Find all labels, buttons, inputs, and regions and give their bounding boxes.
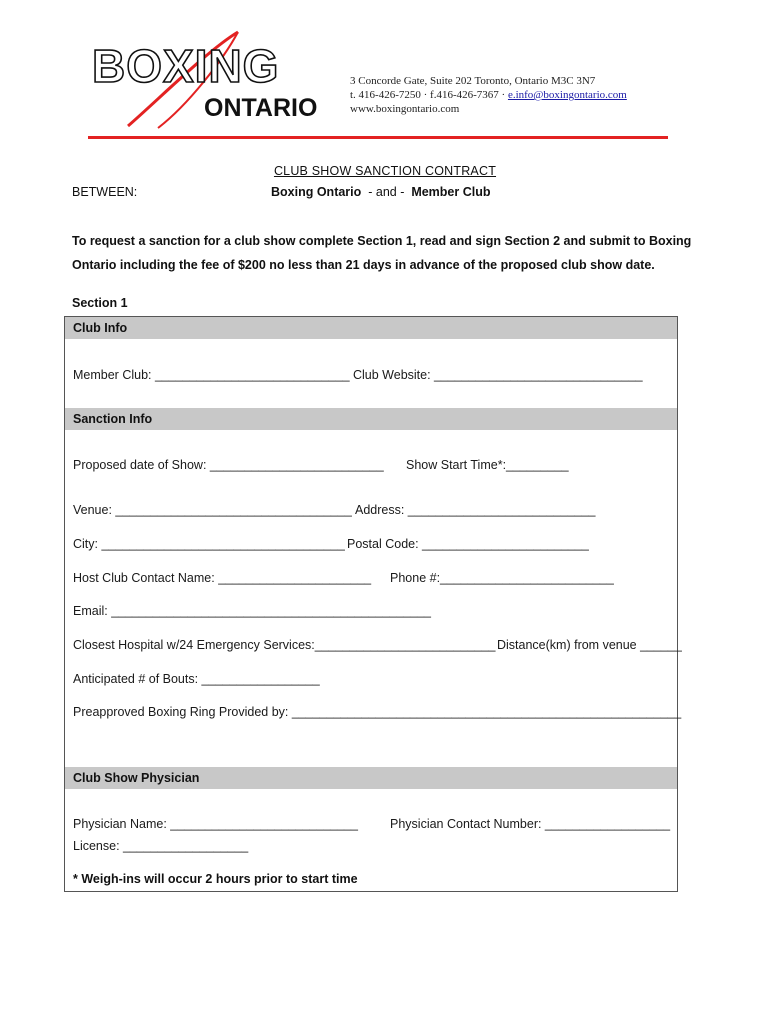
phone-field[interactable]: Phone #:_________________________ [390, 571, 614, 585]
host-contact-field[interactable]: Host Club Contact Name: ______________________ [73, 571, 372, 585]
party-separator: - and - [361, 185, 412, 199]
proposed-date-field[interactable]: Proposed date of Show: _________________________ [73, 458, 384, 472]
boxing-ontario-logo [88, 30, 328, 130]
member-club-field[interactable]: Member Club: ____________________________ [73, 368, 350, 382]
postal-code-field[interactable]: Postal Code: ________________________ [347, 537, 589, 551]
city-field[interactable]: City: ___________________________________ [73, 537, 345, 551]
phone-fax: t. 416-426-7250 · f.416-426-7367 · [350, 89, 508, 101]
venue-field[interactable]: Venue: __________________________________ [73, 503, 352, 517]
sanction-info-heading: Sanction Info [73, 412, 153, 426]
contact-line [350, 88, 627, 102]
physician-contact-field[interactable]: Physician Contact Number: __________________ [390, 817, 671, 831]
sanction-info-band [65, 408, 677, 430]
hospital-field[interactable]: Closest Hospital w/24 Emergency Services:__________________________ [73, 638, 496, 652]
weigh-in-note: * Weigh-ins will occur 2 hours prior to start time [73, 872, 358, 886]
email-field[interactable]: Email: ______________________________________________ [73, 604, 431, 618]
header-divider [88, 136, 668, 139]
address-block [350, 74, 627, 116]
party-1: Boxing Ontario [271, 185, 362, 199]
physician-band [65, 767, 677, 789]
physician-name-field[interactable]: Physician Name: ___________________________ [73, 817, 358, 831]
logo-word-top: BOXING [92, 40, 280, 92]
section-1-label: Section 1 [72, 296, 128, 310]
logo-word-bottom: ONTARIO [204, 94, 318, 122]
address-line: 3 Concorde Gate, Suite 202 Toronto, Ontario M3C 3N7 [350, 75, 596, 87]
address-field[interactable]: Address: ___________________________ [355, 503, 596, 517]
website: www.boxingontario.com [350, 103, 460, 115]
bouts-field[interactable]: Anticipated # of Bouts: _________________ [73, 672, 320, 686]
between-parties [271, 185, 491, 199]
club-info-band [65, 317, 677, 339]
ring-field[interactable]: Preapproved Boxing Ring Provided by: ________________________________________________________ [73, 705, 682, 719]
physician-heading: Club Show Physician [73, 771, 200, 785]
party-2: Member Club [411, 185, 491, 199]
instructions-paragraph: To request a sanction for a club show complete Section 1, read and sign Section 2 and submit to Boxing Ontario including the fee of $200 no less than 21 days in advance of the proposed club show date. [72, 234, 692, 272]
distance-field[interactable]: Distance(km) from venue ______ [497, 638, 682, 652]
club-website-field[interactable]: Club Website: ______________________________ [353, 368, 643, 382]
between-label: BETWEEN: [72, 185, 138, 199]
section-1-form [64, 316, 682, 892]
license-field[interactable]: License: __________________ [73, 839, 249, 853]
show-start-time-field[interactable]: Show Start Time*:_________ [406, 458, 569, 472]
document-title: CLUB SHOW SANCTION CONTRACT [273, 164, 497, 178]
email-link[interactable]: e.info@boxingontario.com [507, 89, 627, 101]
club-info-heading: Club Info [73, 321, 128, 335]
